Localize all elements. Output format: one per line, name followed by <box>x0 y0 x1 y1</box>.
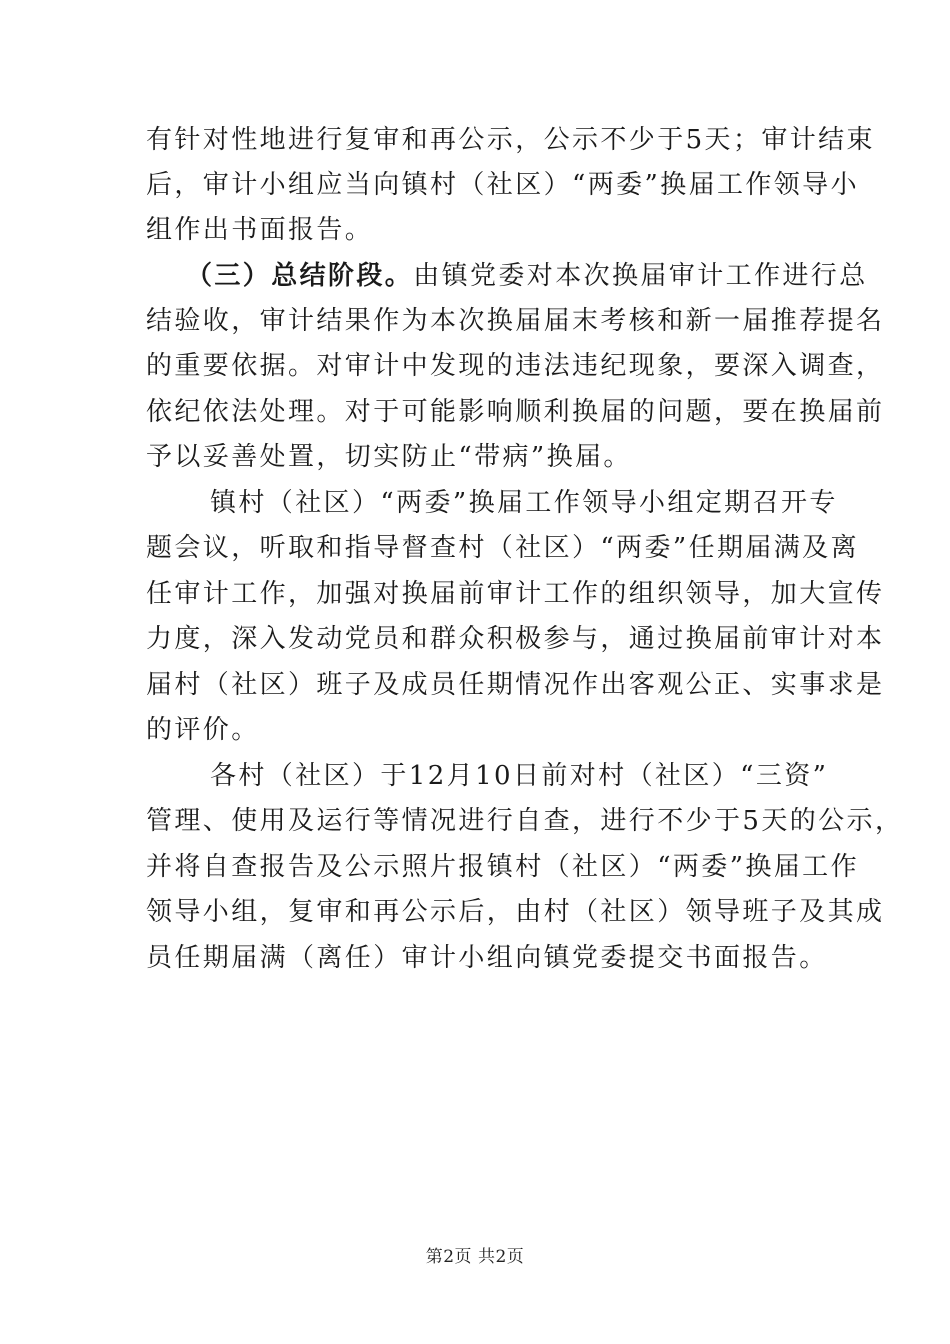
paragraph-1-line-3: 组作出书面报告。 <box>146 215 374 245</box>
paragraph-4-line-5: 员任期届满（离任）审计小组向镇党委提交书面报告。 <box>146 943 828 973</box>
paragraph-2-line-3: 的重要依据。对审计中发现的违法违纪现象，要深入调查， <box>146 351 885 381</box>
paragraph-3-line-1: 镇村（社区）“两委”换届工作领导小组定期召开专 <box>210 488 838 518</box>
paragraph-2-line-1 <box>186 261 868 291</box>
paragraph-2-line-2: 结验收，审计结果作为本次换届届末考核和新一届推荐提名 <box>146 306 885 336</box>
paragraph-3-line-4: 力度，深入发动党员和群众积极参与，通过换届前审计对本 <box>146 624 885 654</box>
paragraph-3-line-3: 任审计工作，加强对换届前审计工作的组织领导，加大宣传 <box>146 579 885 609</box>
paragraph-2-line-1-text: 由镇党委对本次换届审计工作进行总 <box>413 261 868 291</box>
paragraph-1-line-1: 有针对性地进行复审和再公示，公示不少于5天；审计结束 <box>146 125 875 155</box>
paragraph-2-line-5: 予以妥善处置，切实防止“带病”换届。 <box>146 442 632 472</box>
paragraph-2-line-4: 依纪依法处理。对于可能影响顺利换届的问题，要在换届前 <box>146 397 885 427</box>
paragraph-1-line-2: 后，审计小组应当向镇村（社区）“两委”换届工作领导小 <box>146 170 859 200</box>
paragraph-4-line-2: 管理、使用及运行等情况进行自查，进行不少于5天的公示， <box>146 806 904 836</box>
paragraph-3-line-2: 题会议，听取和指导督查村（社区）“两委”任期届满及离 <box>146 533 859 563</box>
page-number-footer: 第2页 共2页 <box>425 1247 525 1267</box>
paragraph-4-line-3: 并将自查报告及公示照片报镇村（社区）“两委”换届工作 <box>146 852 859 882</box>
section-heading: （三）总结阶段。 <box>186 261 414 291</box>
paragraph-3-line-5: 届村（社区）班子及成员任期情况作出客观公正、实事求是 <box>146 670 885 700</box>
paragraph-3-line-6: 的评价。 <box>146 715 260 745</box>
paragraph-4-line-4: 领导小组，复审和再公示后，由村（社区）领导班子及其成 <box>146 897 885 927</box>
paragraph-4-line-1: 各村（社区）于12月10日前对村（社区）“三资” <box>210 761 829 791</box>
